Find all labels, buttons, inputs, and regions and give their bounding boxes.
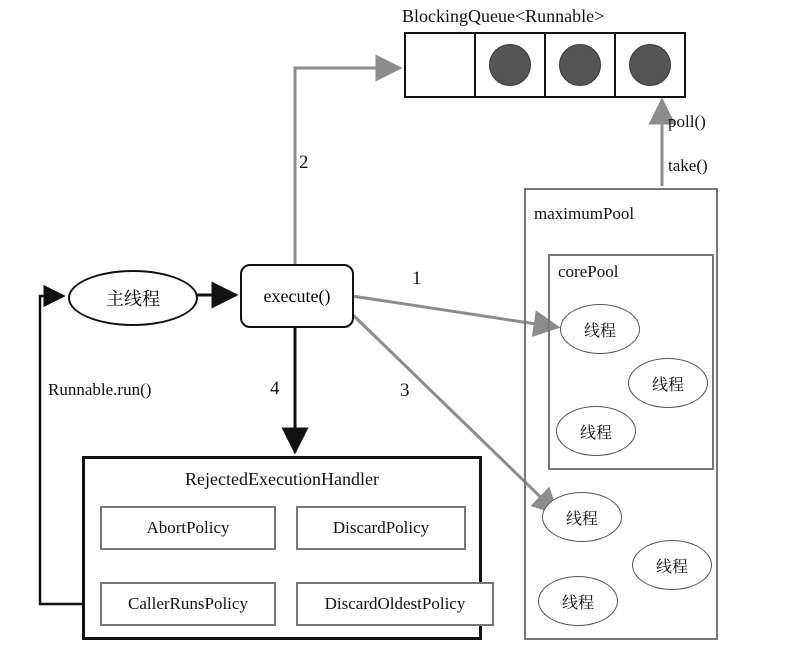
core-thread: 线程 [560, 304, 640, 354]
edge-label-4: 4 [270, 378, 280, 399]
edge-label-poll: poll() [668, 112, 706, 131]
max-pool-thread: 线程 [632, 540, 712, 590]
policy-caller-runs: CallerRunsPolicy [100, 582, 276, 626]
edge-label-take: take() [668, 156, 708, 175]
core-thread: 线程 [628, 358, 708, 408]
max-pool-thread: 线程 [542, 492, 622, 542]
queue-slot-task [474, 34, 544, 96]
main-thread-node: 主线程 [68, 270, 198, 326]
task-dot-icon [489, 44, 531, 86]
edge-label-3: 3 [400, 380, 410, 401]
execute-method-node: execute() [240, 264, 354, 328]
core-thread: 线程 [556, 406, 636, 456]
edge-label-1: 1 [412, 268, 422, 289]
task-dot-icon [629, 44, 671, 86]
maximum-pool-label: maximumPool [534, 204, 635, 223]
rejected-handler-title: RejectedExecutionHandler [185, 469, 379, 489]
policy-discard: DiscardPolicy [296, 506, 466, 550]
core-pool-label: corePool [558, 262, 619, 281]
blocking-queue-title: BlockingQueue<Runnable> [402, 6, 605, 26]
task-dot-icon [559, 44, 601, 86]
policy-discard-oldest: DiscardOldestPolicy [296, 582, 494, 626]
max-pool-thread: 线程 [538, 576, 618, 626]
queue-slot-task [614, 34, 684, 96]
arrow-execute-to-queue [295, 68, 398, 264]
policy-abort: AbortPolicy [100, 506, 276, 550]
edge-label-2: 2 [299, 152, 309, 173]
queue-slot-task [544, 34, 614, 96]
blocking-queue [404, 32, 686, 98]
queue-slot-empty [406, 34, 474, 96]
edge-label-runnable-run: Runnable.run() [48, 380, 152, 399]
